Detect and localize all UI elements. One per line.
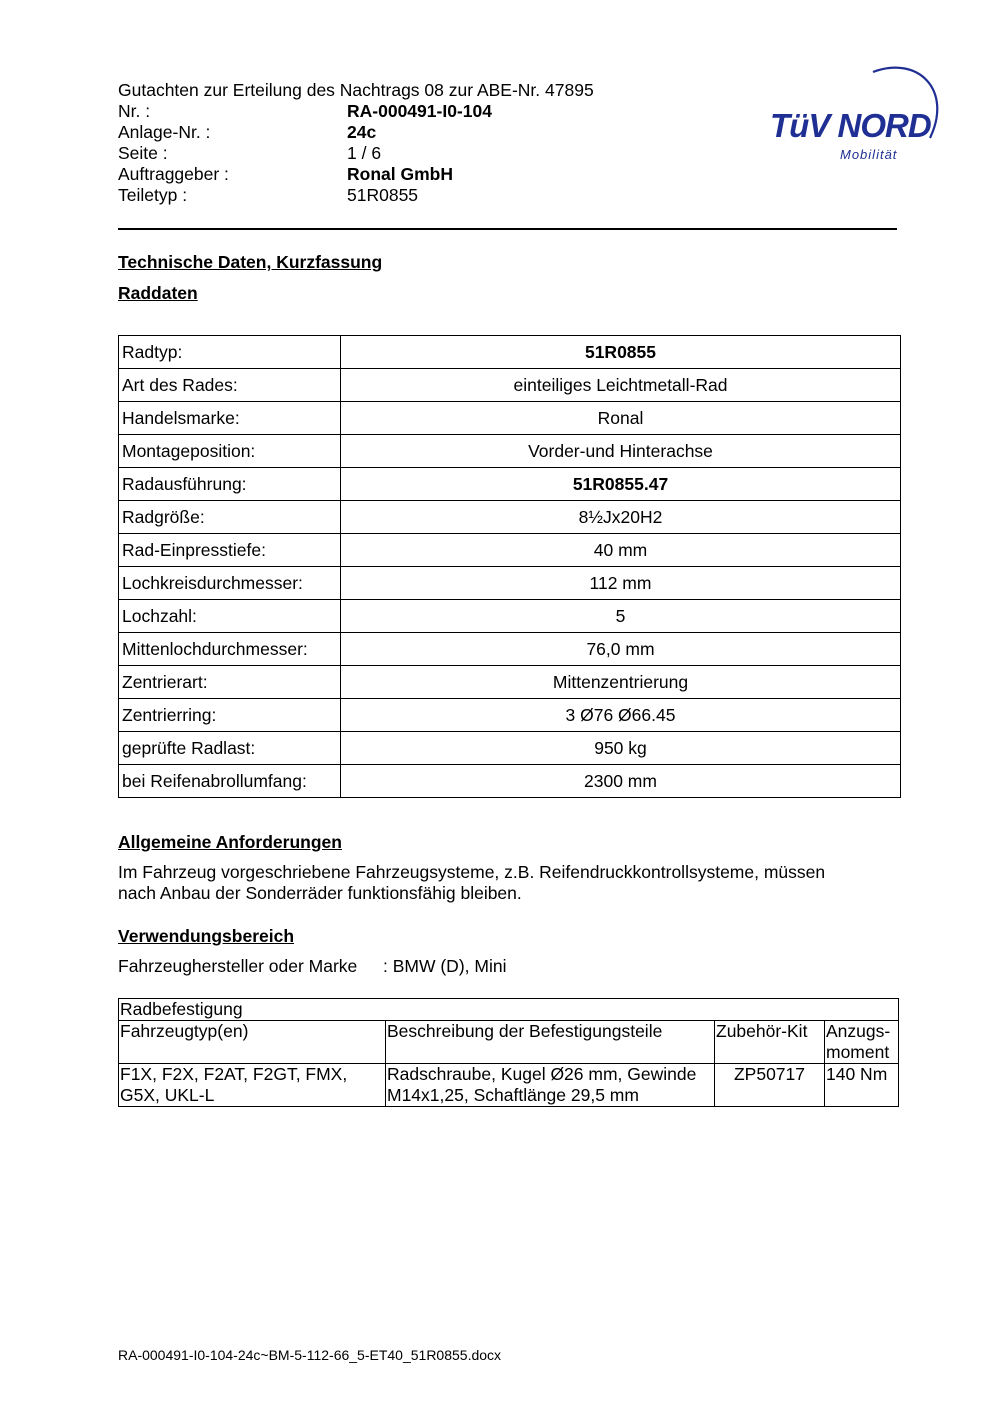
raddaten-row <box>119 699 901 732</box>
raddaten-label: Radtyp: <box>119 336 341 369</box>
cell-fahrzeugtyp <box>119 1064 386 1107</box>
raddaten-row <box>119 633 901 666</box>
raddaten-value: Vorder-und Hinterachse <box>341 435 901 468</box>
raddaten-label: geprüfte Radlast: <box>119 732 341 765</box>
header-label: Nr. : <box>118 101 151 121</box>
header-value: Ronal GmbH <box>347 164 453 184</box>
header-label: Seite : <box>118 143 168 163</box>
heading-verwendungsbereich: Verwendungsbereich <box>118 926 295 946</box>
header-value: RA-000491-I0-104 <box>347 101 492 121</box>
header-anzugsmoment-line-2: moment <box>826 1042 890 1062</box>
document-title: Gutachten zur Erteilung des Nachtrags 08 zur ABE-Nr. 47895 <box>118 80 594 100</box>
raddaten-label: Rad-Einpresstiefe: <box>119 534 341 567</box>
raddaten-label: Radausführung: <box>119 468 341 501</box>
raddaten-value: Ronal <box>341 402 901 435</box>
raddaten-row <box>119 435 901 468</box>
raddaten-row <box>119 666 901 699</box>
beschreibung-line-2: M14x1,25, Schaftlänge 29,5 mm <box>387 1085 639 1105</box>
radbefestigung-data-row <box>119 1064 899 1107</box>
footer-filename: RA-000491-I0-104-24c~BM-5-112-66_5-ET40_51R0855.docx <box>118 1347 502 1363</box>
cell-anzugsmoment: 140 Nm <box>825 1064 899 1107</box>
raddaten-value: 51R0855 <box>341 336 901 369</box>
raddaten-label: Zentrierring: <box>119 699 341 732</box>
raddaten-value: Mittenzentrierung <box>341 666 901 699</box>
raddaten-label: Radgröße: <box>119 501 341 534</box>
raddaten-row <box>119 468 901 501</box>
heading-technische-daten: Technische Daten, Kurzfassung <box>118 252 383 272</box>
raddaten-value: 950 kg <box>341 732 901 765</box>
raddaten-row <box>119 501 901 534</box>
raddaten-value: 51R0855.47 <box>341 468 901 501</box>
heading-allgemeine-anforderungen: Allgemeine Anforderungen <box>118 832 342 852</box>
raddaten-label: Montageposition: <box>119 435 341 468</box>
header-anzugsmoment <box>825 1021 899 1064</box>
header-divider <box>118 228 897 230</box>
raddaten-label: Art des Rades: <box>119 369 341 402</box>
radbefestigung-title: Radbefestigung <box>119 999 899 1021</box>
raddaten-label: bei Reifenabrollumfang: <box>119 765 341 798</box>
raddaten-row <box>119 534 901 567</box>
raddaten-table <box>118 335 901 798</box>
heading-raddaten: Raddaten <box>118 283 198 303</box>
raddaten-value: einteiliges Leichtmetall-Rad <box>341 369 901 402</box>
raddaten-value: 112 mm <box>341 567 901 600</box>
header-value: 51R0855 <box>347 185 419 205</box>
header-anzugsmoment-line-1: Anzugs- <box>826 1021 891 1041</box>
allgemeine-text-line-1: Im Fahrzeug vorgeschriebene Fahrzeugsysteme, z.B. Reifendruckkontrollsysteme, müssen <box>118 862 826 882</box>
fahrzeugtyp-line-1: F1X, F2X, F2AT, F2GT, FMX, <box>120 1064 348 1084</box>
raddaten-label: Lochzahl: <box>119 600 341 633</box>
raddaten-row <box>119 732 901 765</box>
radbefestigung-title-row <box>119 999 899 1021</box>
allgemeine-text-line-2: nach Anbau der Sonderräder funktionsfähig bleiben. <box>118 883 522 903</box>
raddaten-row <box>119 567 901 600</box>
raddaten-label: Lochkreisdurchmesser: <box>119 567 341 600</box>
logo-brand: TüV NORD <box>770 107 931 144</box>
fahrzeugtyp-line-2: G5X, UKL-L <box>120 1085 215 1105</box>
raddaten-row <box>119 765 901 798</box>
header-beschreibung: Beschreibung der Befestigungsteile <box>386 1021 715 1064</box>
header-fahrzeugtyp: Fahrzeugtyp(en) <box>119 1021 386 1064</box>
raddaten-label: Mittenlochdurchmesser: <box>119 633 341 666</box>
cell-zubehoer-kit: ZP50717 <box>715 1064 825 1107</box>
raddaten-value: 76,0 mm <box>341 633 901 666</box>
hersteller-label: Fahrzeughersteller oder Marke <box>118 956 358 976</box>
raddaten-value: 8½Jx20H2 <box>341 501 901 534</box>
raddaten-value: 3 Ø76 Ø66.45 <box>341 699 901 732</box>
raddaten-label: Handelsmarke: <box>119 402 341 435</box>
logo-subtitle: Mobilität <box>840 147 898 162</box>
raddaten-row <box>119 336 901 369</box>
header-zubehoer-kit: Zubehör-Kit <box>715 1021 825 1064</box>
raddaten-row <box>119 402 901 435</box>
raddaten-label: Zentrierart: <box>119 666 341 699</box>
header-label: Teiletyp : <box>118 185 188 205</box>
raddaten-value: 5 <box>341 600 901 633</box>
raddaten-value: 40 mm <box>341 534 901 567</box>
header-value: 1 / 6 <box>347 143 382 163</box>
hersteller-value: : BMW (D), Mini <box>383 956 507 976</box>
tuev-nord-logo-graphic <box>768 60 948 170</box>
cell-beschreibung <box>386 1064 715 1107</box>
header-label: Anlage-Nr. : <box>118 122 211 142</box>
raddaten-row <box>119 369 901 402</box>
tuev-nord-logo <box>768 60 948 170</box>
radbefestigung-header-row <box>119 1021 899 1064</box>
beschreibung-line-1: Radschraube, Kugel Ø26 mm, Gewinde <box>387 1064 697 1084</box>
raddaten-value: 2300 mm <box>341 765 901 798</box>
radbefestigung-table <box>118 998 899 1107</box>
raddaten-row <box>119 600 901 633</box>
header-label: Auftraggeber : <box>118 164 229 184</box>
header-value: 24c <box>347 122 377 142</box>
